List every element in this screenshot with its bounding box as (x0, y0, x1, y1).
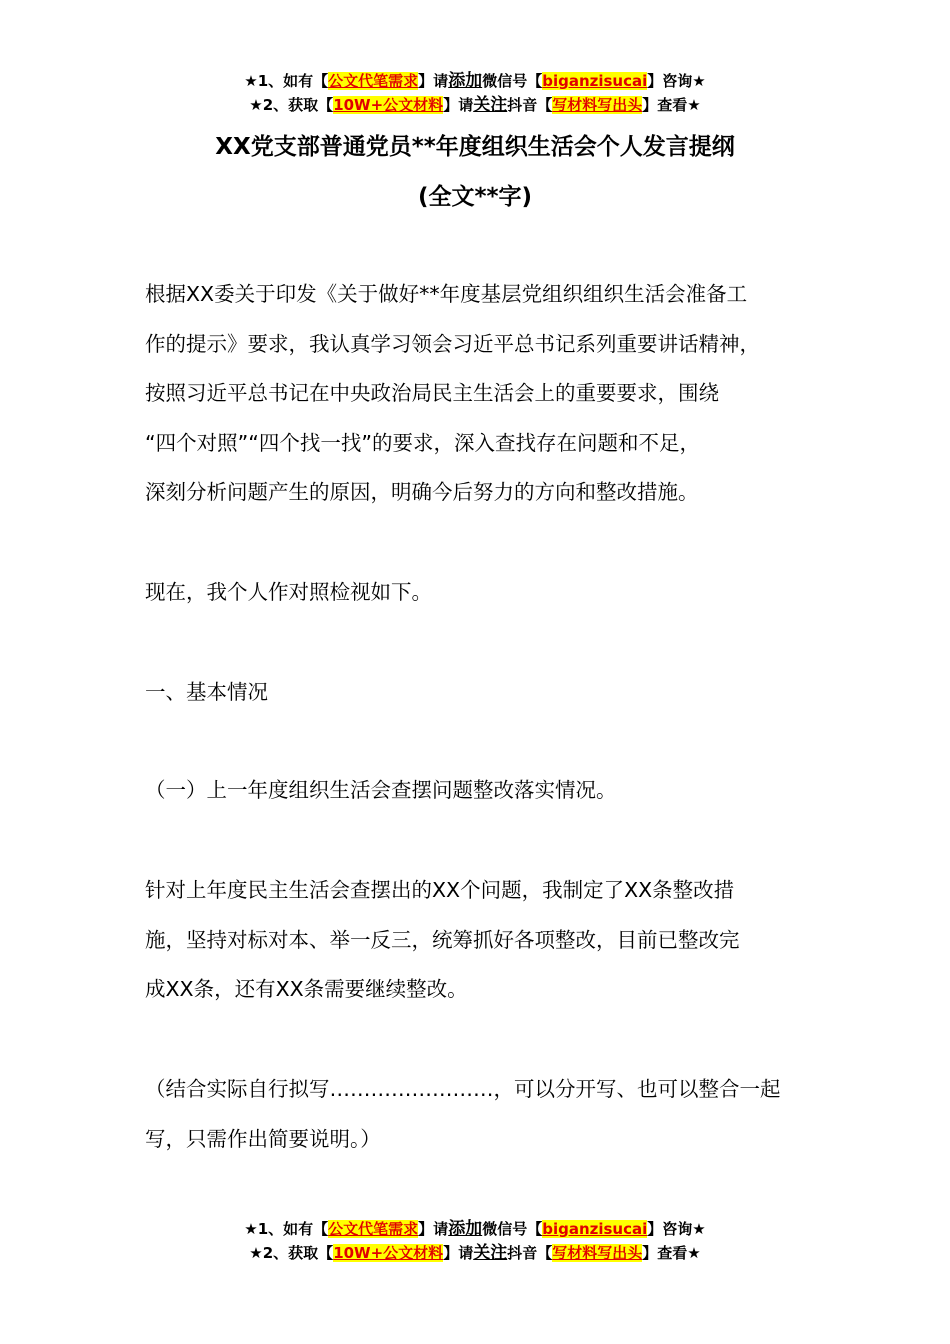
promo-highlight: 公文代笔需求 (328, 72, 419, 90)
promo-highlight: 10W+公文材料 (333, 96, 444, 114)
promo-text: 】查看★ (642, 96, 701, 114)
promo-highlight: 公文代笔需求 (328, 1220, 419, 1238)
promo-text: ★1、如有【 (244, 72, 329, 90)
promo-banner-bottom (0, 1217, 950, 1265)
text-line: 根据XX委关于印发《关于做好**年度基层党组织组织生活会准备工 (145, 282, 748, 306)
document-title: XX党支部普通党员**年度组织生活会个人发言提纲 (215, 134, 735, 160)
promo-highlight: 写材料写出头 (552, 96, 643, 114)
text-line: 按照习近平总书记在中央政治局民主生活会上的重要要求，围绕 (145, 381, 719, 405)
promo-text: 】查看★ (642, 1244, 701, 1262)
text-line: （结合实际自行拟写……………………，可以分开写、也可以整合一起 (145, 1077, 781, 1101)
promo-text: 】请 (418, 1220, 449, 1238)
promo-text: 】咨询★ (647, 1220, 706, 1238)
document-subtitle: (全文**字) (417, 184, 533, 210)
promo-text: 抖音【 (507, 96, 553, 114)
text-line: 作的提示》要求，我认真学习领会习近平总书记系列重要讲话精神， (145, 331, 760, 356)
promo-highlight: biganzisucai (542, 1220, 648, 1238)
promo-highlight: biganzisucai (542, 72, 648, 90)
text-line: “四个对照”“四个找一找”的要求，深入查找存在问题和不足， (145, 430, 700, 455)
promo-text: 微信号【 (482, 1220, 543, 1238)
promo-text: ★2、获取【 (249, 96, 334, 114)
text-line: 深刻分析问题产生的原因，明确今后努力的方向和整改措施。 (145, 480, 699, 504)
text-line: 成XX条，还有XX条需要继续整改。 (145, 977, 468, 1001)
promo-text: 】请 (443, 1244, 474, 1262)
promo-banner-top (0, 69, 950, 117)
promo-text: 抖音【 (507, 1244, 553, 1262)
promo-text: 】请 (443, 96, 474, 114)
rectification-paragraph (145, 866, 835, 1015)
promo-highlight: 10W+公文材料 (333, 1244, 444, 1262)
promo-text: ★1、如有【 (244, 1220, 329, 1238)
subsection-heading (145, 766, 835, 816)
promo-text: 】请 (418, 72, 449, 90)
promo-line-1 (0, 69, 950, 93)
promo-text: 微信号【 (482, 72, 543, 90)
text-line: （一）上一年度组织生活会查摆问题整改落实情况。 (145, 778, 617, 802)
text-line: 施，坚持对标对本、举一反三，统筹抓好各项整改，目前已整改完 (145, 927, 740, 952)
text-line: 写，只需作出简要说明。） (145, 1126, 381, 1151)
section-heading (145, 668, 835, 718)
promo-emphasis: 关注 (473, 1243, 508, 1263)
text-line: 一、基本情况 (145, 680, 268, 704)
intro-paragraph (145, 270, 835, 518)
promo-emphasis: 添加 (448, 71, 483, 91)
promo-text: ★2、获取【 (249, 1244, 334, 1262)
text-line: 针对上年度民主生活会查摆出的XX个问题，我制定了XX条整改措 (145, 878, 735, 902)
note-paragraph (145, 1065, 835, 1164)
promo-line-1 (0, 1217, 950, 1241)
promo-line-2 (0, 93, 950, 117)
text-line: 现在，我个人作对照检视如下。 (145, 580, 432, 604)
promo-emphasis: 关注 (473, 95, 508, 115)
promo-highlight: 写材料写出头 (552, 1244, 643, 1262)
review-intro-paragraph (145, 568, 835, 618)
promo-emphasis: 添加 (448, 1219, 483, 1239)
promo-text: 】咨询★ (647, 72, 706, 90)
promo-line-2 (0, 1241, 950, 1265)
